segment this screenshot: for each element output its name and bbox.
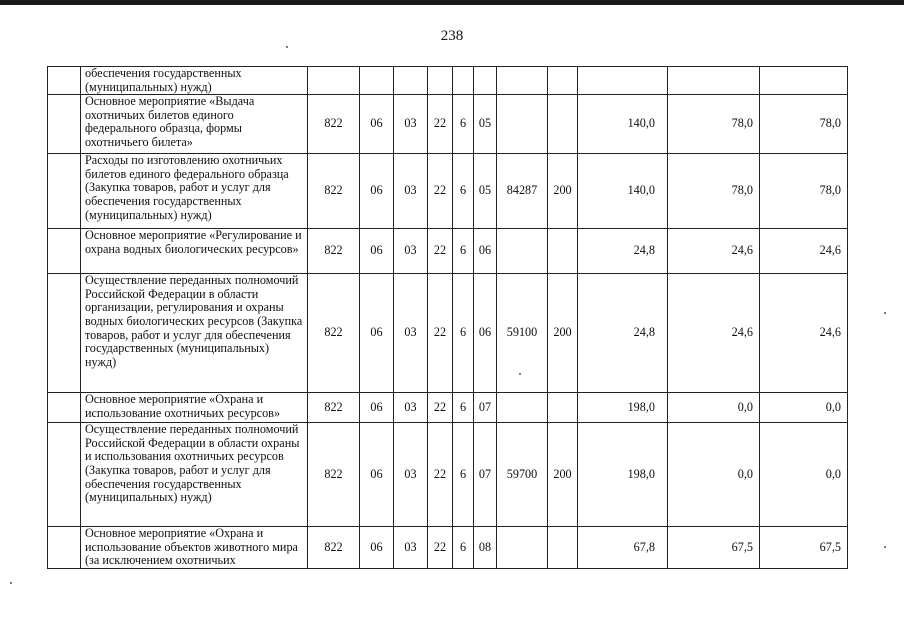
cell-activity: 05 [474, 154, 497, 229]
cell-blank [48, 154, 81, 229]
cell-amount-year-2: 24,6 [668, 274, 760, 393]
cell-department-code: 822 [308, 527, 360, 569]
table-row [48, 393, 848, 423]
cell-amount-year-2 [668, 67, 760, 95]
cell-department-code: 822 [308, 95, 360, 154]
table-row [48, 423, 848, 527]
budget-table-body [48, 67, 848, 569]
cell-amount-year-3: 0,0 [760, 393, 848, 423]
cell-department-code: 822 [308, 229, 360, 274]
cell-expense-type: 200 [548, 274, 578, 393]
cell-department-code [308, 67, 360, 95]
cell-expense-type [548, 527, 578, 569]
row-description: Основное мероприятие «Охрана и использование охотничьих ресурсов» [81, 393, 308, 423]
cell-subsection: 03 [394, 229, 428, 274]
cell-expense-code [497, 95, 548, 154]
cell-activity [474, 67, 497, 95]
cell-amount-year-2: 0,0 [668, 393, 760, 423]
cell-blank [48, 67, 81, 95]
cell-amount-year-1: 24,8 [578, 274, 668, 393]
cell-department-code: 822 [308, 154, 360, 229]
cell-subsection: 03 [394, 95, 428, 154]
row-description: Расходы по изготовлению охотничьих билетов единого федерального образца (Закупка товаров, работ и услуг для обеспечения государственных (муниципальных) нужд) [81, 154, 308, 229]
cell-activity: 07 [474, 393, 497, 423]
cell-section: 06 [360, 393, 394, 423]
cell-expense-type [548, 229, 578, 274]
cell-section: 06 [360, 274, 394, 393]
cell-amount-year-3: 78,0 [760, 95, 848, 154]
cell-amount-year-2: 67,5 [668, 527, 760, 569]
cell-amount-year-3: 24,6 [760, 274, 848, 393]
cell-amount-year-2: 24,6 [668, 229, 760, 274]
row-description: Основное мероприятие «Охрана и использование объектов животного мира (за исключением охотничьих [81, 527, 308, 569]
cell-program: 22 [428, 423, 453, 527]
page-number: 238 [440, 28, 464, 44]
cell-section: 06 [360, 229, 394, 274]
cell-amount-year-2: 78,0 [668, 95, 760, 154]
cell-blank [48, 423, 81, 527]
cell-section: 06 [360, 423, 394, 527]
cell-program [428, 67, 453, 95]
cell-subsection: 03 [394, 527, 428, 569]
cell-expense-code [497, 527, 548, 569]
cell-program: 22 [428, 274, 453, 393]
row-description: обеспечения государственных (муниципальных) нужд) [81, 67, 308, 95]
scan-speck [286, 46, 288, 48]
cell-subprogram: 6 [453, 393, 474, 423]
cell-amount-year-2: 78,0 [668, 154, 760, 229]
cell-amount-year-1: 198,0 [578, 393, 668, 423]
scan-speck [10, 582, 12, 584]
cell-subprogram [453, 67, 474, 95]
cell-program: 22 [428, 154, 453, 229]
cell-expense-code: 84287 [497, 154, 548, 229]
table-row [48, 229, 848, 274]
row-description: Осуществление переданных полномочий Российской Федерации в области охраны и использования охотничьих ресурсов (Закупка товаров, работ и услуг для обеспечения государственных (муниципальных) нужд) [81, 423, 308, 527]
cell-activity: 07 [474, 423, 497, 527]
cell-blank [48, 274, 81, 393]
cell-amount-year-3: 24,6 [760, 229, 848, 274]
cell-subsection: 03 [394, 423, 428, 527]
cell-blank [48, 527, 81, 569]
cell-section: 06 [360, 95, 394, 154]
cell-expense-code: 59700 [497, 423, 548, 527]
cell-amount-year-1: 67,8 [578, 527, 668, 569]
scan-speck [884, 312, 886, 314]
table-row [48, 154, 848, 229]
cell-section [360, 67, 394, 95]
scan-top-edge [0, 0, 904, 5]
cell-blank [48, 229, 81, 274]
table-row [48, 95, 848, 154]
table-row [48, 67, 848, 95]
budget-table [47, 66, 848, 569]
cell-expense-type [548, 67, 578, 95]
cell-activity: 06 [474, 229, 497, 274]
table-row [48, 527, 848, 569]
cell-subprogram: 6 [453, 423, 474, 527]
cell-amount-year-3 [760, 67, 848, 95]
cell-amount-year-3: 67,5 [760, 527, 848, 569]
cell-program: 22 [428, 393, 453, 423]
cell-amount-year-2: 0,0 [668, 423, 760, 527]
cell-subprogram: 6 [453, 229, 474, 274]
cell-amount-year-1: 24,8 [578, 229, 668, 274]
cell-department-code: 822 [308, 393, 360, 423]
table-row [48, 274, 848, 393]
cell-subsection: 03 [394, 154, 428, 229]
cell-amount-year-1: 198,0 [578, 423, 668, 527]
cell-expense-code [497, 393, 548, 423]
cell-expense-code [497, 229, 548, 274]
cell-amount-year-1: 140,0 [578, 95, 668, 154]
cell-activity: 05 [474, 95, 497, 154]
cell-expense-code [497, 67, 548, 95]
cell-program: 22 [428, 229, 453, 274]
cell-expense-type [548, 393, 578, 423]
cell-amount-year-1: 140,0 [578, 154, 668, 229]
cell-subsection: 03 [394, 393, 428, 423]
cell-amount-year-1 [578, 67, 668, 95]
cell-program: 22 [428, 95, 453, 154]
cell-activity: 08 [474, 527, 497, 569]
cell-activity: 06 [474, 274, 497, 393]
cell-subprogram: 6 [453, 154, 474, 229]
cell-expense-code: 59100 [497, 274, 548, 393]
cell-department-code: 822 [308, 423, 360, 527]
cell-amount-year-3: 78,0 [760, 154, 848, 229]
cell-expense-type: 200 [548, 423, 578, 527]
cell-section: 06 [360, 527, 394, 569]
cell-department-code: 822 [308, 274, 360, 393]
scan-speck [884, 546, 886, 548]
cell-section: 06 [360, 154, 394, 229]
cell-subprogram: 6 [453, 274, 474, 393]
cell-program: 22 [428, 527, 453, 569]
cell-subsection: 03 [394, 274, 428, 393]
cell-blank [48, 393, 81, 423]
row-description: Основное мероприятие «Выдача охотничьих билетов единого федерального образца, формы охотничьего билета» [81, 95, 308, 154]
cell-subprogram: 6 [453, 527, 474, 569]
cell-subprogram: 6 [453, 95, 474, 154]
cell-blank [48, 95, 81, 154]
cell-expense-type: 200 [548, 154, 578, 229]
row-description: Основное мероприятие «Регулирование и охрана водных биологических ресурсов» [81, 229, 308, 274]
row-description: Осуществление переданных полномочий Российской Федерации в области организации, регулирования и охраны водных биологических ресурсов (Закупка товаров, работ и услуг для обеспечения государственных (муниципальных) нужд) [81, 274, 308, 393]
cell-expense-type [548, 95, 578, 154]
cell-subsection [394, 67, 428, 95]
cell-amount-year-3: 0,0 [760, 423, 848, 527]
